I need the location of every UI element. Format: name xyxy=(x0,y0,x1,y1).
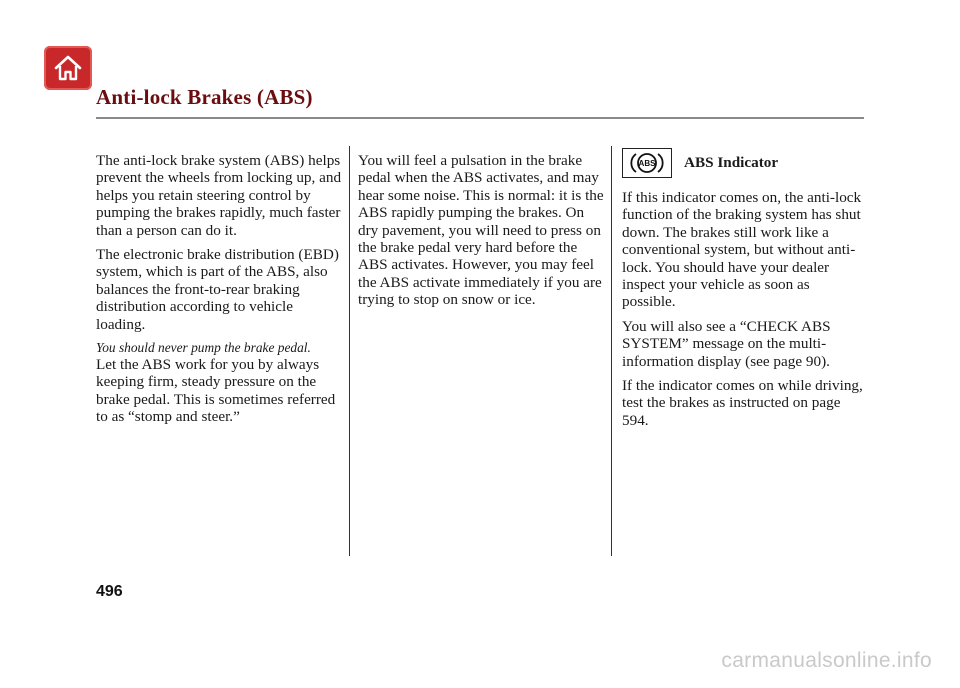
test-brakes-paragraph: If the indicator comes on while driving, test the brakes as instructed on page 594. xyxy=(622,377,863,429)
column-1 xyxy=(96,152,346,433)
watermark: carmanualsonline.info xyxy=(721,649,932,672)
abs-indicator-heading: ABS Indicator xyxy=(684,154,779,172)
abs-indicator-box xyxy=(622,148,672,178)
pump-warning: You should never pump the brake pedal. xyxy=(96,340,311,356)
column-2 xyxy=(358,152,608,316)
home-icon xyxy=(53,54,83,82)
abs-intro-paragraph: The anti-lock brake system (ABS) helps prevent the wheels from locking up, and helps you retain steering control by pumping the brakes rapidly, much faster than a person can do it. xyxy=(96,152,342,239)
abs-indicator-icon xyxy=(627,151,667,175)
column-divider-2 xyxy=(611,146,612,556)
page-title: Anti-lock Brakes (ABS) xyxy=(96,85,313,109)
ebd-paragraph: The electronic brake distribution (EBD) system, which is part of the ABS, also balances the front-to-rear braking distribution according to vehicle loading. xyxy=(96,246,339,333)
check-abs-paragraph: You will also see a “CHECK ABS SYSTEM” message on the multi-information display (see page 90). xyxy=(622,317,831,370)
title-rule xyxy=(96,117,864,119)
home-button[interactable] xyxy=(44,46,92,90)
page-number: 496 xyxy=(96,583,123,600)
pulsation-paragraph: You will feel a pulsation in the brake pedal when the ABS activates, and may hear some noise. This is normal: it is the ABS rapidly pumping the brakes. On dry pavement, you will need to press on the brake pedal very hard before the ABS activates. However, you may feel the ABS activate immediately if you are trying to stop on snow or ice. xyxy=(358,152,604,309)
stomp-steer-paragraph: Let the ABS work for you by always keeping firm, steady pressure on the brake pedal. This is sometimes referred to as “stomp and steer.” xyxy=(96,356,336,426)
indicator-paragraph: If this indicator comes on, the anti-lock function of the braking system has shut down. The brakes still work like a conventional system, but without anti-lock. You should have your dealer inspect your vehicle as soon as possible. xyxy=(622,189,862,311)
abs-indicator-label: ABS xyxy=(638,159,656,169)
abs-indicator-row xyxy=(622,148,866,178)
column-divider-1 xyxy=(349,146,350,556)
column-3 xyxy=(622,152,866,436)
